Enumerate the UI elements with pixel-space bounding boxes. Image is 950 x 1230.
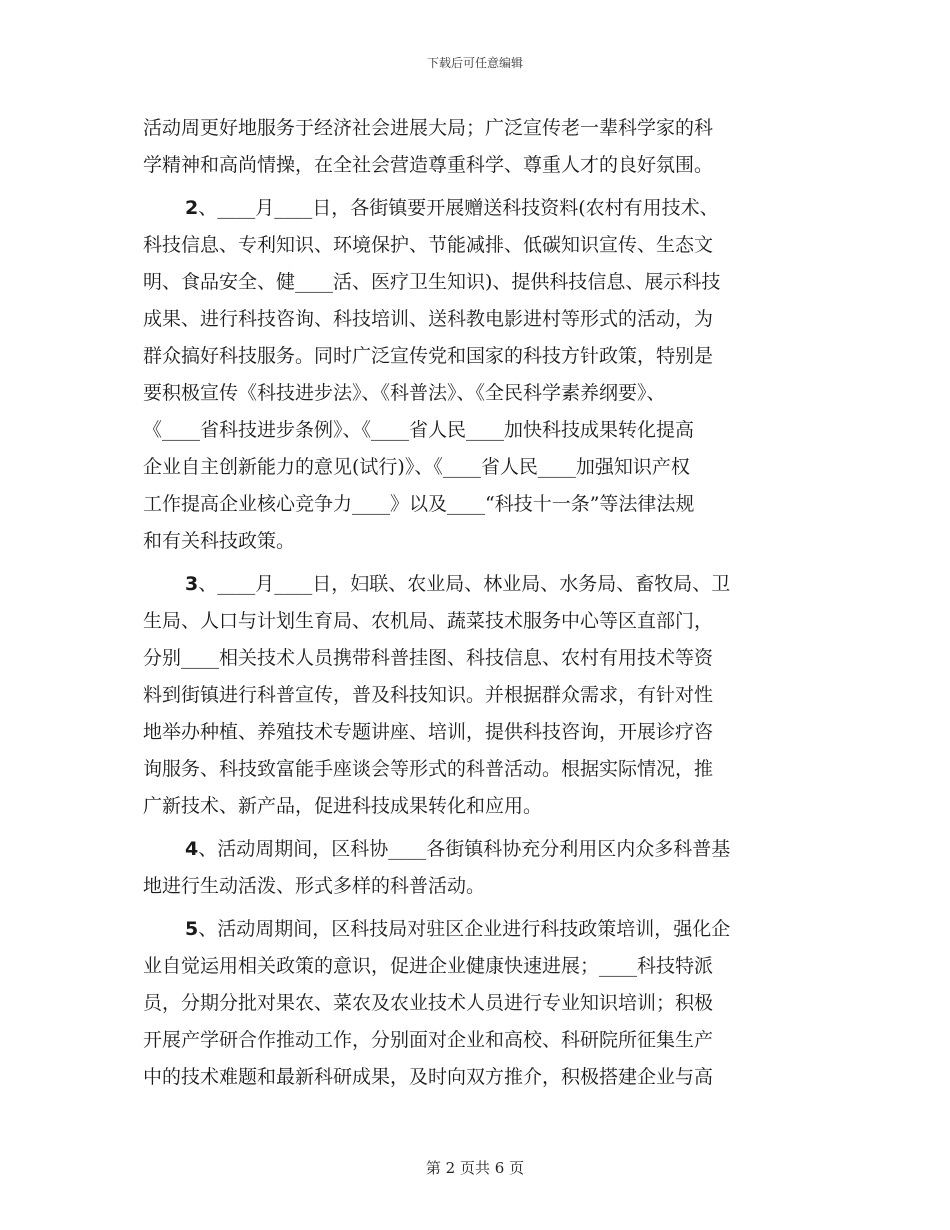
paragraph-item-4: [143, 831, 808, 905]
text-line: 分别____相关技术人员携带科普挂图、科技信息、农村有用技术等资: [143, 647, 714, 669]
page-header: 下载后可任意编辑: [426, 56, 523, 70]
text-line: 科技信息、专利知识、环境保护、节能减排、低碳知识宣传、生态文: [143, 234, 714, 256]
text-line: [143, 190, 808, 227]
text-line: 群众搞好科技服务。同时广泛宣传党和国家的科技方针政策，特别是: [143, 345, 714, 367]
text-line: 明、食品安全、健____活、医疗卫生知识)、提供科技信息、展示科技: [143, 271, 721, 293]
text-line: [143, 566, 808, 603]
text-line: 企业自主创新能力的意见(试行)》、《____省人民____加强知识产权: [143, 456, 690, 478]
text-line: [143, 911, 808, 948]
text-run: 、____月____日，妇联、农业局、林业局、水务局、畜牧局、卫: [198, 573, 731, 595]
text-run: 、活动周期间，区科技局对驻区企业进行科技政策培训，强化企: [198, 918, 731, 940]
text-line: 工作提高企业核心竞争力____》以及____“科技十一条”等法律法规: [143, 493, 695, 515]
item-number: 5: [185, 918, 199, 940]
text-line: 询服务、科技致富能手座谈会等形式的科普活动。根据实际情况，推: [143, 758, 714, 780]
text-line: 广新技术、新产品，促进科技成果转化和应用。: [143, 795, 543, 817]
text-line: [143, 831, 808, 868]
paragraph-continuation: [143, 110, 808, 184]
text-line: 成果、进行科技咨询、科技培训、送科教电影进村等形式的活动，为: [143, 308, 714, 330]
item-number: 4: [185, 838, 199, 860]
text-line: 员，分期分批对果农、菜农及农业技术人员进行专业知识培训；积极: [143, 992, 714, 1014]
document-body: [143, 110, 808, 1102]
text-line: 生局、人口与计划生育局、农机局、蔬菜技术服务中心等区直部门，: [143, 610, 714, 632]
page-footer: 第 2 页共 6 页: [425, 1159, 525, 1177]
paragraph-item-3: [143, 566, 808, 825]
text-line: 中的技术难题和最新科研成果，及时向双方推介，积极搭建企业与高: [143, 1066, 714, 1088]
text-run: 、活动周期间，区科协____各街镇科协充分利用区内众多科普基: [198, 838, 731, 860]
text-line: 要积极宣传《科技进步法》、《科普法》、《全民科学素养纲要》、: [143, 382, 666, 404]
text-line: 业自觉运用相关政策的意识，促进企业健康快速进展；____科技特派: [143, 955, 714, 977]
text-line: 和有关科技政策。: [143, 530, 296, 552]
item-number: 3: [185, 573, 199, 595]
text-line: 开展产学研合作推动工作，分别面对企业和高校、科研院所征集生产: [143, 1029, 714, 1051]
paragraph-item-2: [143, 190, 808, 560]
paragraph-item-5: [143, 911, 808, 1096]
text-line: 地进行生动活泼、形式多样的科普活动。: [143, 875, 486, 897]
text-run: 、____月____日，各街镇要开展赠送科技资料(农村有用技术、: [198, 197, 719, 219]
text-line: 地举办种植、养殖技术专题讲座、培训，提供科技咨询，开展诊疗咨: [143, 721, 714, 743]
text-line: 学精神和高尚情操，在全社会营造尊重科学、尊重人才的良好氛围。: [143, 154, 714, 176]
item-number: 2: [185, 197, 199, 219]
text-line: 《____省科技进步条例》、《____省人民____加快科技成果转化提高: [143, 419, 695, 441]
text-line: 活动周更好地服务于经济社会进展大局；广泛宣传老一辈科学家的科: [143, 117, 714, 139]
text-line: 料到街镇进行科普宣传，普及科技知识。并根据群众需求，有针对性: [143, 684, 714, 706]
